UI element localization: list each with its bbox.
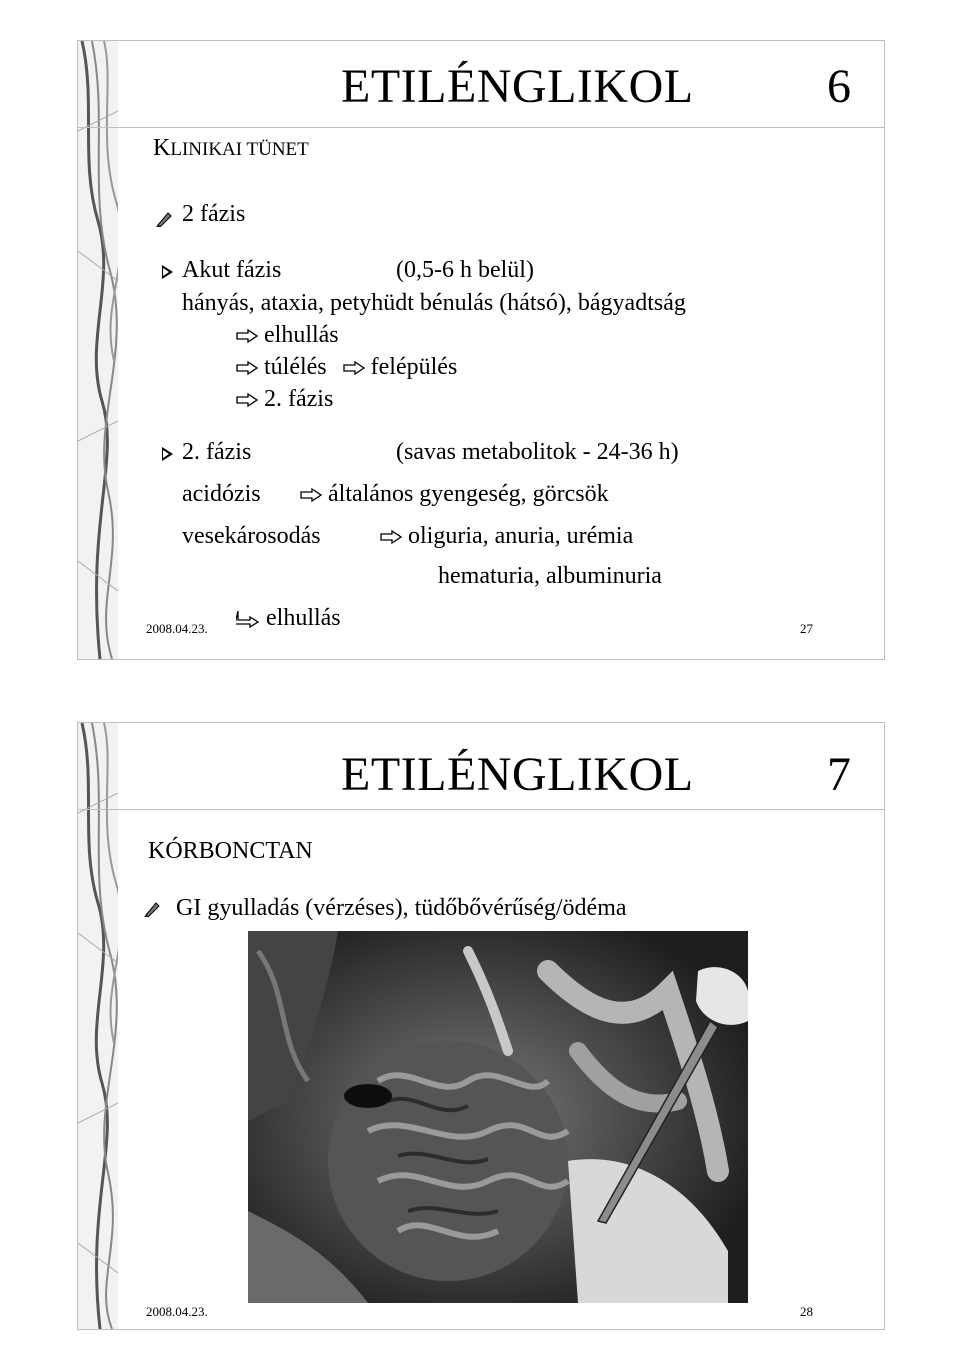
acute-outcome-1: elhullás: [236, 322, 339, 349]
slide-number: 6: [827, 60, 851, 113]
right-arrow-icon: [300, 488, 322, 502]
slide-title: ETILÉNGLIKOL: [341, 60, 694, 113]
slide-date: 2008.04.23.: [146, 621, 208, 636]
acidosis-label: acidózis: [182, 481, 261, 507]
acute-symptoms: hányás, ataxia, petyhüdt bénulás (hátsó), bágyadtság: [182, 290, 686, 316]
phase2-outcome: elhullás: [236, 605, 341, 632]
phase2-detail: (savas metabolitok - 24-36 h): [396, 439, 679, 465]
slide-number: 7: [827, 748, 851, 801]
pen-bullet-icon: [144, 901, 160, 917]
necropsy-photo-illustration: [248, 931, 748, 1303]
acute-phase-time: (0,5-6 h belül): [396, 257, 534, 283]
acute-outcome-3: 2. fázis: [236, 386, 333, 413]
slide-title: ETILÉNGLIKOL: [341, 748, 694, 801]
decorative-side-pattern: [78, 41, 118, 659]
right-arrow-icon: [236, 361, 258, 375]
phase-count: 2 fázis: [182, 201, 246, 227]
acidosis-effect: általános gyengeség, görcsök: [300, 481, 609, 508]
kidney-effect: oliguria, anuria, urémia: [380, 523, 633, 550]
kidney-effect-2: hematuria, albuminuria: [438, 563, 662, 589]
arrow-bullet-icon: [162, 447, 173, 461]
slide-28: [77, 722, 885, 1330]
decorative-side-pattern: [78, 723, 118, 1329]
right-arrow-icon: [343, 361, 365, 375]
necropsy-photo: [248, 931, 748, 1303]
page-number: 27: [800, 621, 813, 636]
right-arrow-icon: [236, 393, 258, 407]
acute-phase-label: Akut fázis: [182, 257, 282, 283]
title-divider: [78, 809, 884, 810]
pen-bullet-icon: [156, 211, 172, 227]
slide-27: [77, 40, 885, 660]
phase2-label: 2. fázis: [182, 439, 252, 465]
finding-bullet: GI gyulladás (vérzéses), tüdőbővérűség/ödéma: [176, 895, 627, 921]
right-arrow-icon: [236, 329, 258, 343]
section-heading: KÓRBONCTAN: [148, 838, 313, 864]
page-number: 28: [800, 1304, 813, 1319]
right-arrow-icon: [380, 530, 402, 544]
section-heading: KLINIKAI TÜNET: [153, 135, 309, 161]
title-divider: [78, 127, 884, 128]
acute-outcome-2: túlélés felépülés: [236, 354, 457, 381]
kidney-label: vesekárosodás: [182, 523, 321, 549]
arrow-bullet-icon: [162, 265, 173, 279]
down-right-arrow-icon: [236, 610, 260, 628]
slide-date: 2008.04.23.: [146, 1304, 208, 1319]
